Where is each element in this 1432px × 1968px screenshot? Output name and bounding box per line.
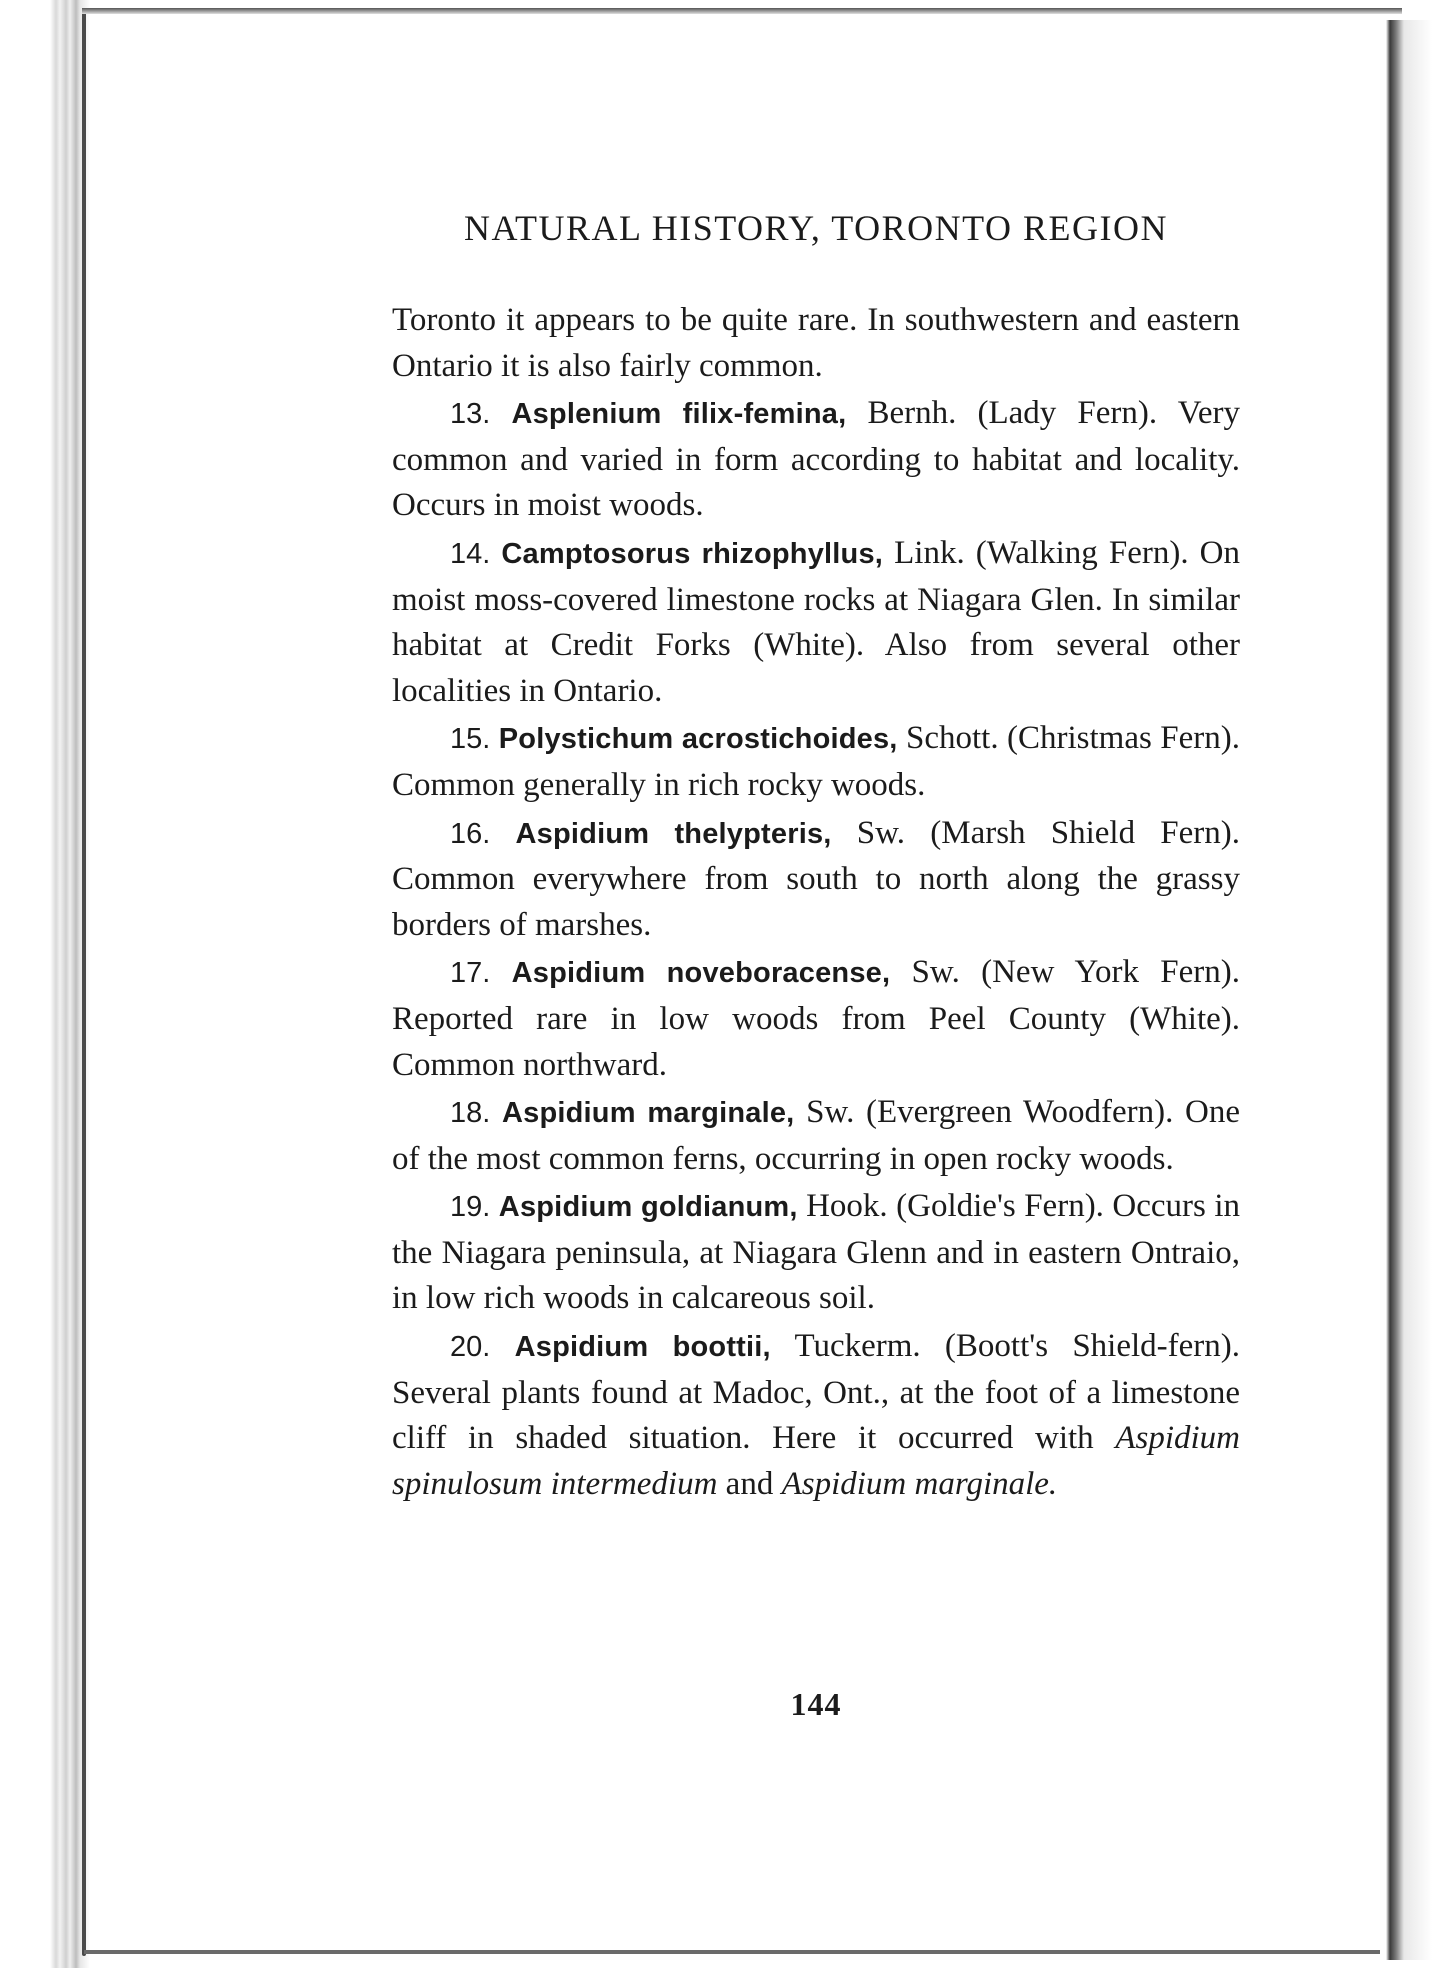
species-name: Aspidium marginale, [501,1097,795,1130]
entry-number: 16. [450,817,491,850]
entry-text: Sw. (Marsh Shield Fern). Common everywhere from south to north along the grassy borders of marshes. [392,814,1241,943]
running-head: NATURAL HISTORY, TORONTO REGION [464,208,1168,248]
entry-text: Bernh. (Lady Fern). Very common and varied in form according to habitat and locality. Occurs in moist woods. [392,395,1240,524]
species-name: Polystichum acrostichoides, [498,723,898,756]
entry-number: 19. [450,1191,491,1224]
species-entry [392,1090,1240,1182]
species-name: Asplenium filix-femina, [511,398,847,431]
species-entry [392,1184,1240,1322]
species-entry [392,950,1240,1088]
species-entry [392,811,1240,949]
entry-number: 17. [450,957,491,990]
binding-edge [82,12,86,1956]
right-page-edge [1380,20,1432,1960]
italic-species-name: Aspidium spinulosum intermedium [392,1420,1240,1502]
page-text-block [392,200,1240,1509]
entry-text-joiner: and [717,1465,782,1502]
entry-text: Tuckerm. (Boott's Shield-fern). Several plants found at Madoc, Ont., at the foot of a limestone cliff in shaded situation. Here it occurred with [392,1328,1241,1457]
entry-number: 13. [450,398,491,431]
entry-text: Schott. (Christmas Fern). Common generally in rich rocky woods. [392,720,1240,803]
species-entry [392,1324,1240,1507]
bottom-page-edge [84,1950,1384,1954]
intro-paragraph: Toronto it appears to be quite rare. In southwestern and eastern Ontario it is also fairly common. [392,302,1240,384]
species-name: Aspidium thelypteris, [515,817,832,850]
species-entry [392,716,1240,808]
entry-number: 15. [450,723,491,756]
entry-text: Hook. (Goldie's Fern). Occurs in the Niagara peninsula, at Niagara Glenn and in eastern Ontraio, in low rich woods in calcareous soil. [392,1188,1240,1317]
entry-text: Sw. (Evergreen Woodfern). One of the most common ferns, occurring in open rocky woods. [392,1094,1241,1177]
entry-number: 20. [450,1331,491,1364]
species-name: Aspidium goldianum, [498,1191,798,1224]
top-page-edge [82,8,1402,14]
page-number: 144 [790,1686,842,1722]
species-name: Camptosorus rhizophyllus, [501,537,884,570]
entry-number: 18. [450,1097,491,1130]
italic-species-name: Aspidium marginale. [781,1465,1058,1502]
entry-number: 14. [450,537,491,570]
species-name: Aspidium noveboracense, [511,957,891,990]
entry-text: Sw. (New York Fern). Reported rare in low woods from Peel County (White). Common northward. [392,954,1240,1083]
species-entry [392,531,1240,714]
species-name: Aspidium boottii, [514,1331,771,1364]
entry-text: Link. (Walking Fern). On moist moss-covered limestone rocks at Niagara Glen. In similar habitat at Credit Forks (White). Also from several other localities in Ontario. [392,534,1240,709]
page-stack-edge [0,0,90,1968]
body-text [392,298,1240,1507]
species-entry [392,391,1240,529]
